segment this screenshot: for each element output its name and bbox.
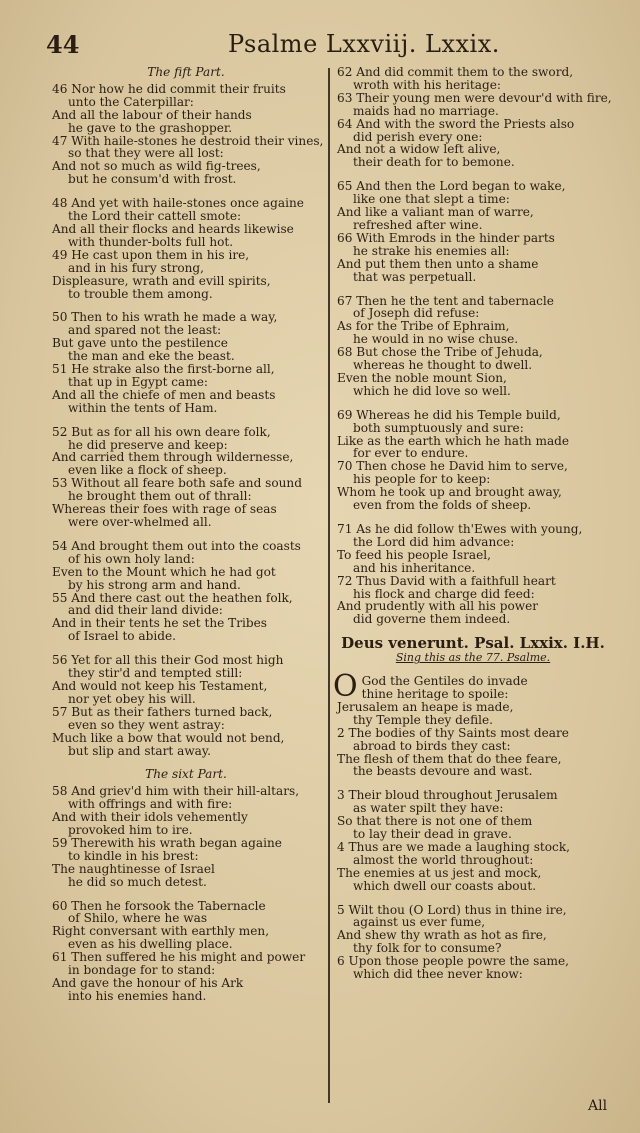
verse-line: he did preserve and keep:	[68, 437, 228, 452]
verse-line: he gave to the grashopper.	[68, 120, 233, 135]
verse-line: 52 But as for all his own deare folk,	[52, 424, 271, 439]
verse-line: But gave unto the pestilence	[52, 336, 228, 351]
verse-line: 5 Wilt thou (O Lord) thus in thine ire,	[337, 902, 567, 917]
verse-line: by his strong arm and hand.	[68, 577, 241, 592]
verse-line: 62 And did commit them to the sword,	[337, 65, 574, 79]
verse-line: he strake his enemies all:	[353, 243, 510, 258]
verse-line: wroth with his heritage:	[353, 77, 501, 92]
verse-line: As for the Tribe of Ephraim,	[337, 319, 510, 334]
verse-line: And carried them through wildernesse,	[52, 450, 294, 465]
verse-line: which did thee never know:	[353, 967, 523, 982]
running-title: Psalme Lxxviij. Lxxix.	[228, 30, 500, 58]
verse-line: and his inheritance.	[353, 560, 476, 575]
verse-line: So that there is not one of them	[337, 814, 533, 829]
stanza	[52, 540, 320, 643]
verse-line: 65 And then the Lord began to wake,	[337, 179, 566, 194]
verse-line: 71 As he did follow th'Ewes with young,	[337, 522, 583, 536]
verse-line: both sumptuously and sure:	[353, 420, 524, 435]
verse-line: with offrings and with fire:	[68, 797, 233, 812]
column-divider	[328, 68, 330, 1103]
verse-line: that up in Egypt came:	[68, 374, 208, 389]
verse-line: for ever to endure.	[353, 446, 469, 461]
stanza	[52, 311, 320, 414]
verse-line: maids had no marriage.	[353, 103, 499, 118]
verse-line: 63 Their young men were devour'd with fire,	[337, 90, 612, 105]
verse-line: Whom he took up and brought away,	[337, 485, 562, 500]
verse-line: 67 Then he the tent and tabernacle	[337, 293, 554, 308]
verse-line: 68 But chose the Tribe of Jehuda,	[337, 345, 543, 360]
verse-line: he brought them out of thrall:	[68, 489, 252, 504]
page-number: 44	[46, 30, 80, 59]
stanza	[52, 81, 324, 187]
page-header	[0, 30, 640, 66]
verse-line: 60 Then he forsook the Tabernacle	[52, 898, 266, 913]
verse-line: 50 Then to his wrath he made a way,	[52, 310, 278, 325]
verse-line: whereas he thought to dwell.	[353, 358, 533, 373]
verse-line: they stir'd and tempted still:	[68, 666, 243, 681]
verse-line: even from the folds of sheep.	[353, 498, 532, 513]
verse-line: 69 Whereas he did his Temple build,	[337, 407, 561, 422]
verse-line: And all their flocks and heards likewise	[52, 221, 294, 236]
verse-line: And with their idols vehemently	[52, 810, 248, 825]
verse-line: The naughtinesse of Israel	[52, 861, 215, 876]
stanza	[52, 785, 320, 888]
verse-line: but he consum'd with frost.	[68, 172, 237, 187]
verse-line: 70 Then chose he David him to serve,	[337, 459, 568, 474]
verse-line: And like a valiant man of warre,	[337, 205, 534, 220]
verse-line: the Lord did him advance:	[353, 534, 515, 549]
psalm-79-title: Deus venerunt. Psal. Lxxix. I.H.	[341, 634, 605, 653]
verse-line: 66 With Emrods in the hinder parts	[337, 230, 555, 245]
verse-line: did perish every one:	[353, 129, 483, 144]
stanza	[337, 295, 609, 398]
part-heading: The fift Part.	[147, 65, 225, 79]
verse-line: 51 He strake also the first-borne all,	[52, 362, 275, 377]
verse-line: 46 Nor how he did commit their fruits	[52, 81, 286, 96]
verse-line: to kindle in his brest:	[68, 848, 199, 863]
verse-line: Even to the Mount which he had got	[52, 564, 276, 579]
verse-line: Like as the earth which he hath made	[337, 433, 570, 448]
verse-line: thy folk for to consume?	[353, 941, 502, 956]
left-column	[52, 65, 324, 1014]
verse-line: And would not keep his Testament,	[52, 678, 268, 693]
verse-line: which he did love so well.	[353, 383, 511, 398]
verse-line: 55 And there cast out the heathen folk,	[52, 590, 293, 605]
verse-line: even like a flock of sheep.	[68, 463, 227, 478]
part-heading: The sixt Part.	[145, 767, 227, 782]
verse-line: he would in no wise chuse.	[353, 332, 519, 347]
verse-line: to lay their dead in grave.	[353, 827, 512, 842]
verse-line: The enemies at us jest and mock,	[337, 865, 542, 880]
verse-line: 57 But as their fathers turned back,	[52, 704, 273, 719]
right-column	[333, 65, 612, 992]
verse-line: he did so much detest.	[68, 874, 207, 889]
verse-line: thy Temple they defile.	[353, 712, 494, 727]
verse-line: in bondage for to stand:	[68, 963, 216, 978]
verse-line: into his enemies hand.	[68, 988, 207, 1003]
verse-line: of his own holy land:	[68, 551, 195, 566]
verse-line: that was perpetuall.	[353, 269, 477, 284]
verse-line: even as his dwelling place.	[68, 937, 233, 952]
verse-line: refreshed after wine.	[353, 217, 483, 232]
verse-line: And put them then unto a shame	[337, 256, 539, 271]
verse-line: his people for to keep:	[353, 472, 491, 487]
verse-line: And not so much as wild fig-trees,	[52, 159, 261, 174]
verse-line: Displeasure, wrath and evill spirits,	[52, 273, 271, 288]
verse-line: his flock and charge did feed:	[353, 586, 535, 601]
verse-line: 53 Without all feare both safe and sound	[52, 476, 302, 491]
verse-line: 64 And with the sword the Priests also	[337, 116, 575, 131]
verse-line: 3 Their bloud throughout Jerusalem	[337, 788, 558, 803]
psalm-79-text	[333, 669, 609, 982]
stanza	[337, 523, 609, 626]
psalm-78-ending	[337, 65, 612, 627]
stanza	[333, 669, 609, 779]
verse-line: 54 And brought them out into the coasts	[52, 538, 301, 553]
verse-line: And shew thy wrath as hot as fire,	[337, 928, 547, 943]
verse-line: To feed his people Israel,	[337, 547, 491, 562]
verse-line: even so they went astray:	[68, 717, 225, 732]
verse-line: provoked him to ire.	[68, 823, 193, 838]
verse-line: nor yet obey his will.	[68, 691, 196, 706]
verse-line: Right conversant with earthly men,	[52, 924, 270, 939]
verse-line: like one that slept a time:	[353, 192, 510, 207]
verse-line: God the Gentiles do invade	[361, 674, 528, 689]
verse-line: and spared not the least:	[68, 323, 222, 338]
verse-line: Even the noble mount Sion,	[337, 370, 507, 385]
verse-line: 4 Thus are we made a laughing stock,	[337, 839, 570, 854]
verse-line: And all the labour of their hands	[52, 107, 252, 122]
verse-line: of Shilo, where he was	[68, 911, 208, 926]
stanza	[337, 180, 609, 283]
verse-line: with thunder-bolts full hot.	[68, 234, 234, 249]
verse-line: the beasts devoure and wast.	[353, 764, 533, 779]
verse-line: And gave the honour of his Ark	[52, 976, 244, 990]
catchword: All	[588, 1098, 608, 1114]
verse-line: the Lord their cattell smote:	[68, 209, 242, 224]
verse-line: 56 Yet for all this their God most high	[52, 653, 284, 668]
psalm-79-tune-note: Sing this as the 77. Psalme.	[395, 651, 551, 665]
verse-line: their death for to bemone.	[353, 155, 515, 170]
verse-line: And in their tents he set the Tribes	[52, 616, 267, 631]
verse-line: And not a widow left alive,	[337, 142, 501, 157]
verse-line: the man and eke the beast.	[68, 349, 235, 364]
stanza	[337, 904, 609, 981]
verse-line: 72 Thus David with a faithfull heart	[337, 573, 556, 588]
verse-line: abroad to birds they cast:	[353, 738, 511, 753]
verse-line: 49 He cast upon them in his ire,	[52, 247, 250, 262]
verse-line: but slip and start away.	[68, 743, 211, 758]
verse-line: thine heritage to spoile:	[361, 686, 509, 701]
verse-line: Whereas their foes with rage of seas	[52, 502, 277, 517]
verse-line: 61 Then suffered he his might and power	[52, 950, 306, 965]
verse-line: 6 Upon those people powre the same,	[337, 954, 570, 969]
verse-line: of Joseph did refuse:	[353, 306, 480, 321]
stanza	[52, 197, 320, 300]
stanza	[337, 789, 609, 892]
verse-line: 48 And yet with haile-stones once againe	[52, 196, 304, 211]
verse-line: of Israel to abide.	[68, 629, 176, 644]
verse-line: against us ever fume,	[353, 915, 486, 930]
verse-line: And prudently with all his power	[337, 599, 539, 614]
verse-line: almost the world throughout:	[353, 852, 534, 867]
verse-line: were over-whelmed all.	[68, 515, 212, 529]
stanza	[52, 654, 320, 757]
verse-line: as water spilt they have:	[353, 801, 504, 816]
stanza	[337, 409, 609, 512]
verse-line: Jerusalem an heape is made,	[337, 699, 514, 714]
verse-line: unto the Caterpillar:	[68, 94, 194, 109]
verse-line: 58 And griev'd him with their hill-altars,	[52, 784, 300, 799]
verse-line: did governe them indeed.	[353, 612, 511, 627]
verse-line: which dwell our coasts about.	[353, 878, 537, 893]
verse-line: within the tents of Ham.	[68, 400, 218, 415]
verse-line: so that they were all lost:	[68, 146, 224, 161]
verse-line: And all the chiefe of men and beasts	[52, 387, 276, 402]
verse-line: 59 Therewith his wrath began againe	[52, 835, 282, 850]
verse-line: to trouble them among.	[68, 286, 213, 301]
stanza	[337, 65, 612, 170]
verse-line: and did their land divide:	[68, 603, 223, 618]
verse-line: Much like a bow that would not bend,	[52, 730, 285, 745]
verse-line: and in his fury strong,	[68, 260, 205, 275]
verse-line: The flesh of them that do thee feare,	[337, 751, 562, 766]
drop-cap: O	[333, 669, 358, 705]
stanza	[52, 426, 320, 529]
verse-line: 2 The bodies of thy Saints most deare	[337, 725, 569, 740]
stanza	[52, 900, 320, 1003]
verse-line: 47 With haile-stones he destroid their vines,	[52, 133, 324, 148]
